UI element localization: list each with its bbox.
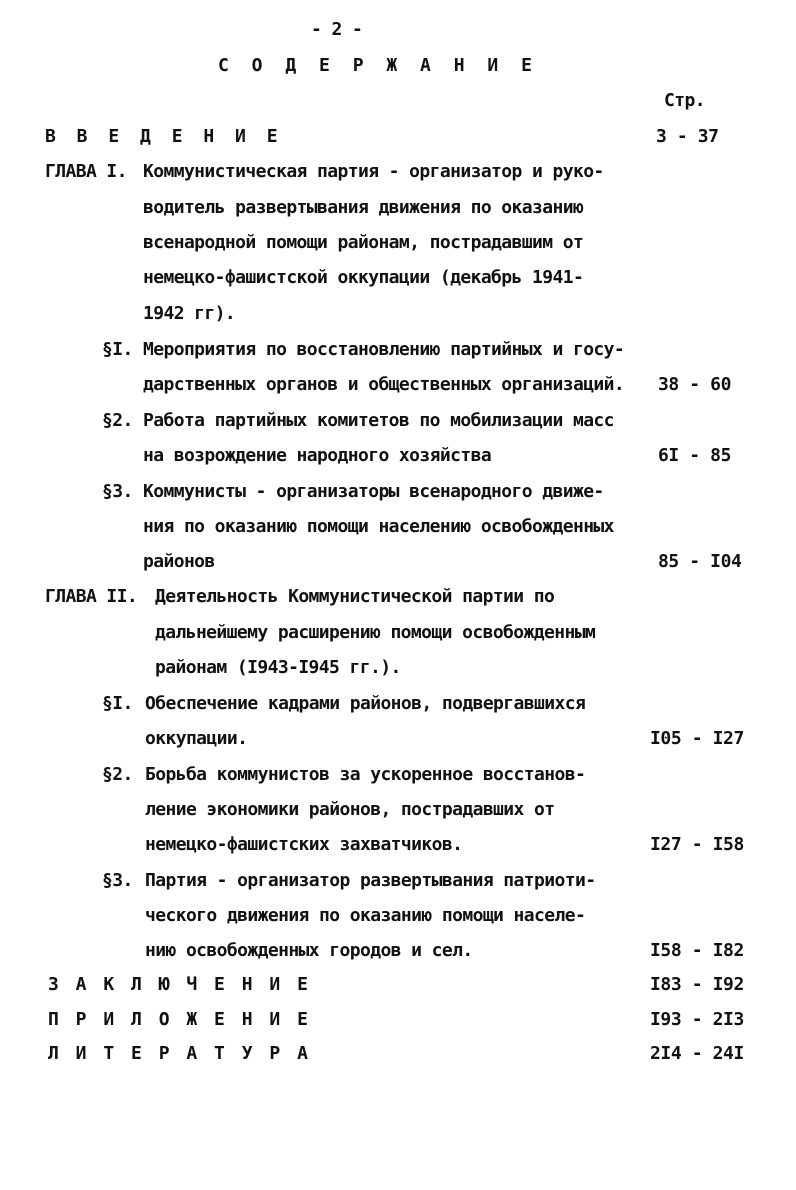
toc-literature-pages: 2I4 - 24I: [650, 1043, 744, 1064]
toc-chapter-1-label: ГЛАВА I.: [45, 161, 127, 182]
toc-ch2-section-3-title-line: ческого движения по оказанию помощи населе-: [145, 905, 586, 926]
toc-ch2-section-1-title-line: Обеспечение кадрами районов, подвергавшихся: [145, 693, 586, 714]
toc-chapter-2-title-line: районам (I943-I945 гг.).: [155, 657, 401, 678]
toc-ch2-section-3-title-line: Партия - организатор развертывания патриоти-: [145, 870, 596, 891]
toc-chapter-2-title-line: дальнейшему расширению помощи освобожденным: [155, 622, 596, 643]
toc-ch2-section-2-label: §2.: [102, 764, 133, 785]
toc-ch1-section-3-title-line: ния по оказанию помощи населению освобожденных: [143, 516, 614, 537]
toc-ch1-section-2-pages: 6I - 85: [658, 445, 732, 466]
toc-ch1-section-3-pages: 85 - I04: [658, 551, 742, 572]
toc-conclusion-pages: I83 - I92: [650, 974, 744, 995]
toc-chapter-1-title-line: Коммунистическая партия - организатор и руко-: [143, 161, 604, 182]
toc-ch2-section-1-title-line: оккупации.: [145, 728, 248, 749]
toc-chapter-2-title-line: Деятельность Коммунистической партии по: [155, 586, 555, 607]
toc-ch1-section-1-pages: 38 - 60: [658, 374, 732, 395]
page-column-header: Стр.: [664, 90, 705, 111]
toc-ch1-section-2-title-line: на возрождение народного хозяйства: [143, 445, 492, 466]
toc-appendix-label: П Р И Л О Ж Е Н И Е: [48, 1009, 311, 1030]
toc-appendix-pages: I93 - 2I3: [650, 1009, 744, 1030]
toc-ch1-section-2-title-line: Работа партийных комитетов по мобилизации масс: [143, 410, 614, 431]
toc-chapter-1-title-line: водитель развертывания движения по оказанию: [143, 197, 584, 218]
toc-literature-label: Л И Т Е Р А Т У Р А: [48, 1043, 311, 1064]
toc-intro-pages: 3 - 37: [656, 126, 719, 147]
toc-ch2-section-2-title-line: ление экономики районов, пострадавших от: [145, 799, 555, 820]
toc-chapter-1-title-line: всенародной помощи районам, пострадавшим от: [143, 232, 584, 253]
toc-ch1-section-1-label: §I.: [102, 339, 133, 360]
toc-ch1-section-3-title-line: Коммунисты - организаторы всенародного движе-: [143, 481, 604, 502]
toc-ch1-section-3-label: §3.: [102, 481, 133, 502]
toc-ch2-section-2-pages: I27 - I58: [650, 834, 744, 855]
toc-ch2-section-1-pages: I05 - I27: [650, 728, 744, 749]
toc-chapter-2-label: ГЛАВА II.: [45, 586, 138, 607]
toc-chapter-1-title-line: немецко-фашистской оккупации (декабрь 1941-: [143, 267, 584, 288]
toc-ch2-section-2-title-line: Борьба коммунистов за ускоренное восстанов-: [145, 764, 586, 785]
toc-ch2-section-3-pages: I58 - I82: [650, 940, 744, 961]
toc-ch1-section-3-title-line: районов: [143, 551, 215, 572]
toc-ch2-section-3-label: §3.: [102, 870, 133, 891]
toc-ch2-section-2-title-line: немецко-фашистских захватчиков.: [145, 834, 463, 855]
toc-chapter-1-title-line: 1942 гг).: [143, 303, 236, 324]
toc-ch1-section-2-label: §2.: [102, 410, 133, 431]
toc-ch2-section-3-title-line: нию освобожденных городов и сел.: [145, 940, 473, 961]
toc-intro-label: В В Е Д Е Н И Е: [45, 126, 283, 147]
toc-ch2-section-1-label: §I.: [102, 693, 133, 714]
toc-conclusion-label: З А К Л Ю Ч Е Н И Е: [48, 974, 311, 995]
toc-ch1-section-1-title-line: дарственных органов и общественных организаций.: [143, 374, 625, 395]
page-title: С О Д Е Р Ж А Н И Е: [218, 55, 538, 76]
toc-ch1-section-1-title-line: Мероприятия по восстановлению партийных и госу-: [143, 339, 625, 360]
page-number: - 2 -: [311, 19, 363, 40]
